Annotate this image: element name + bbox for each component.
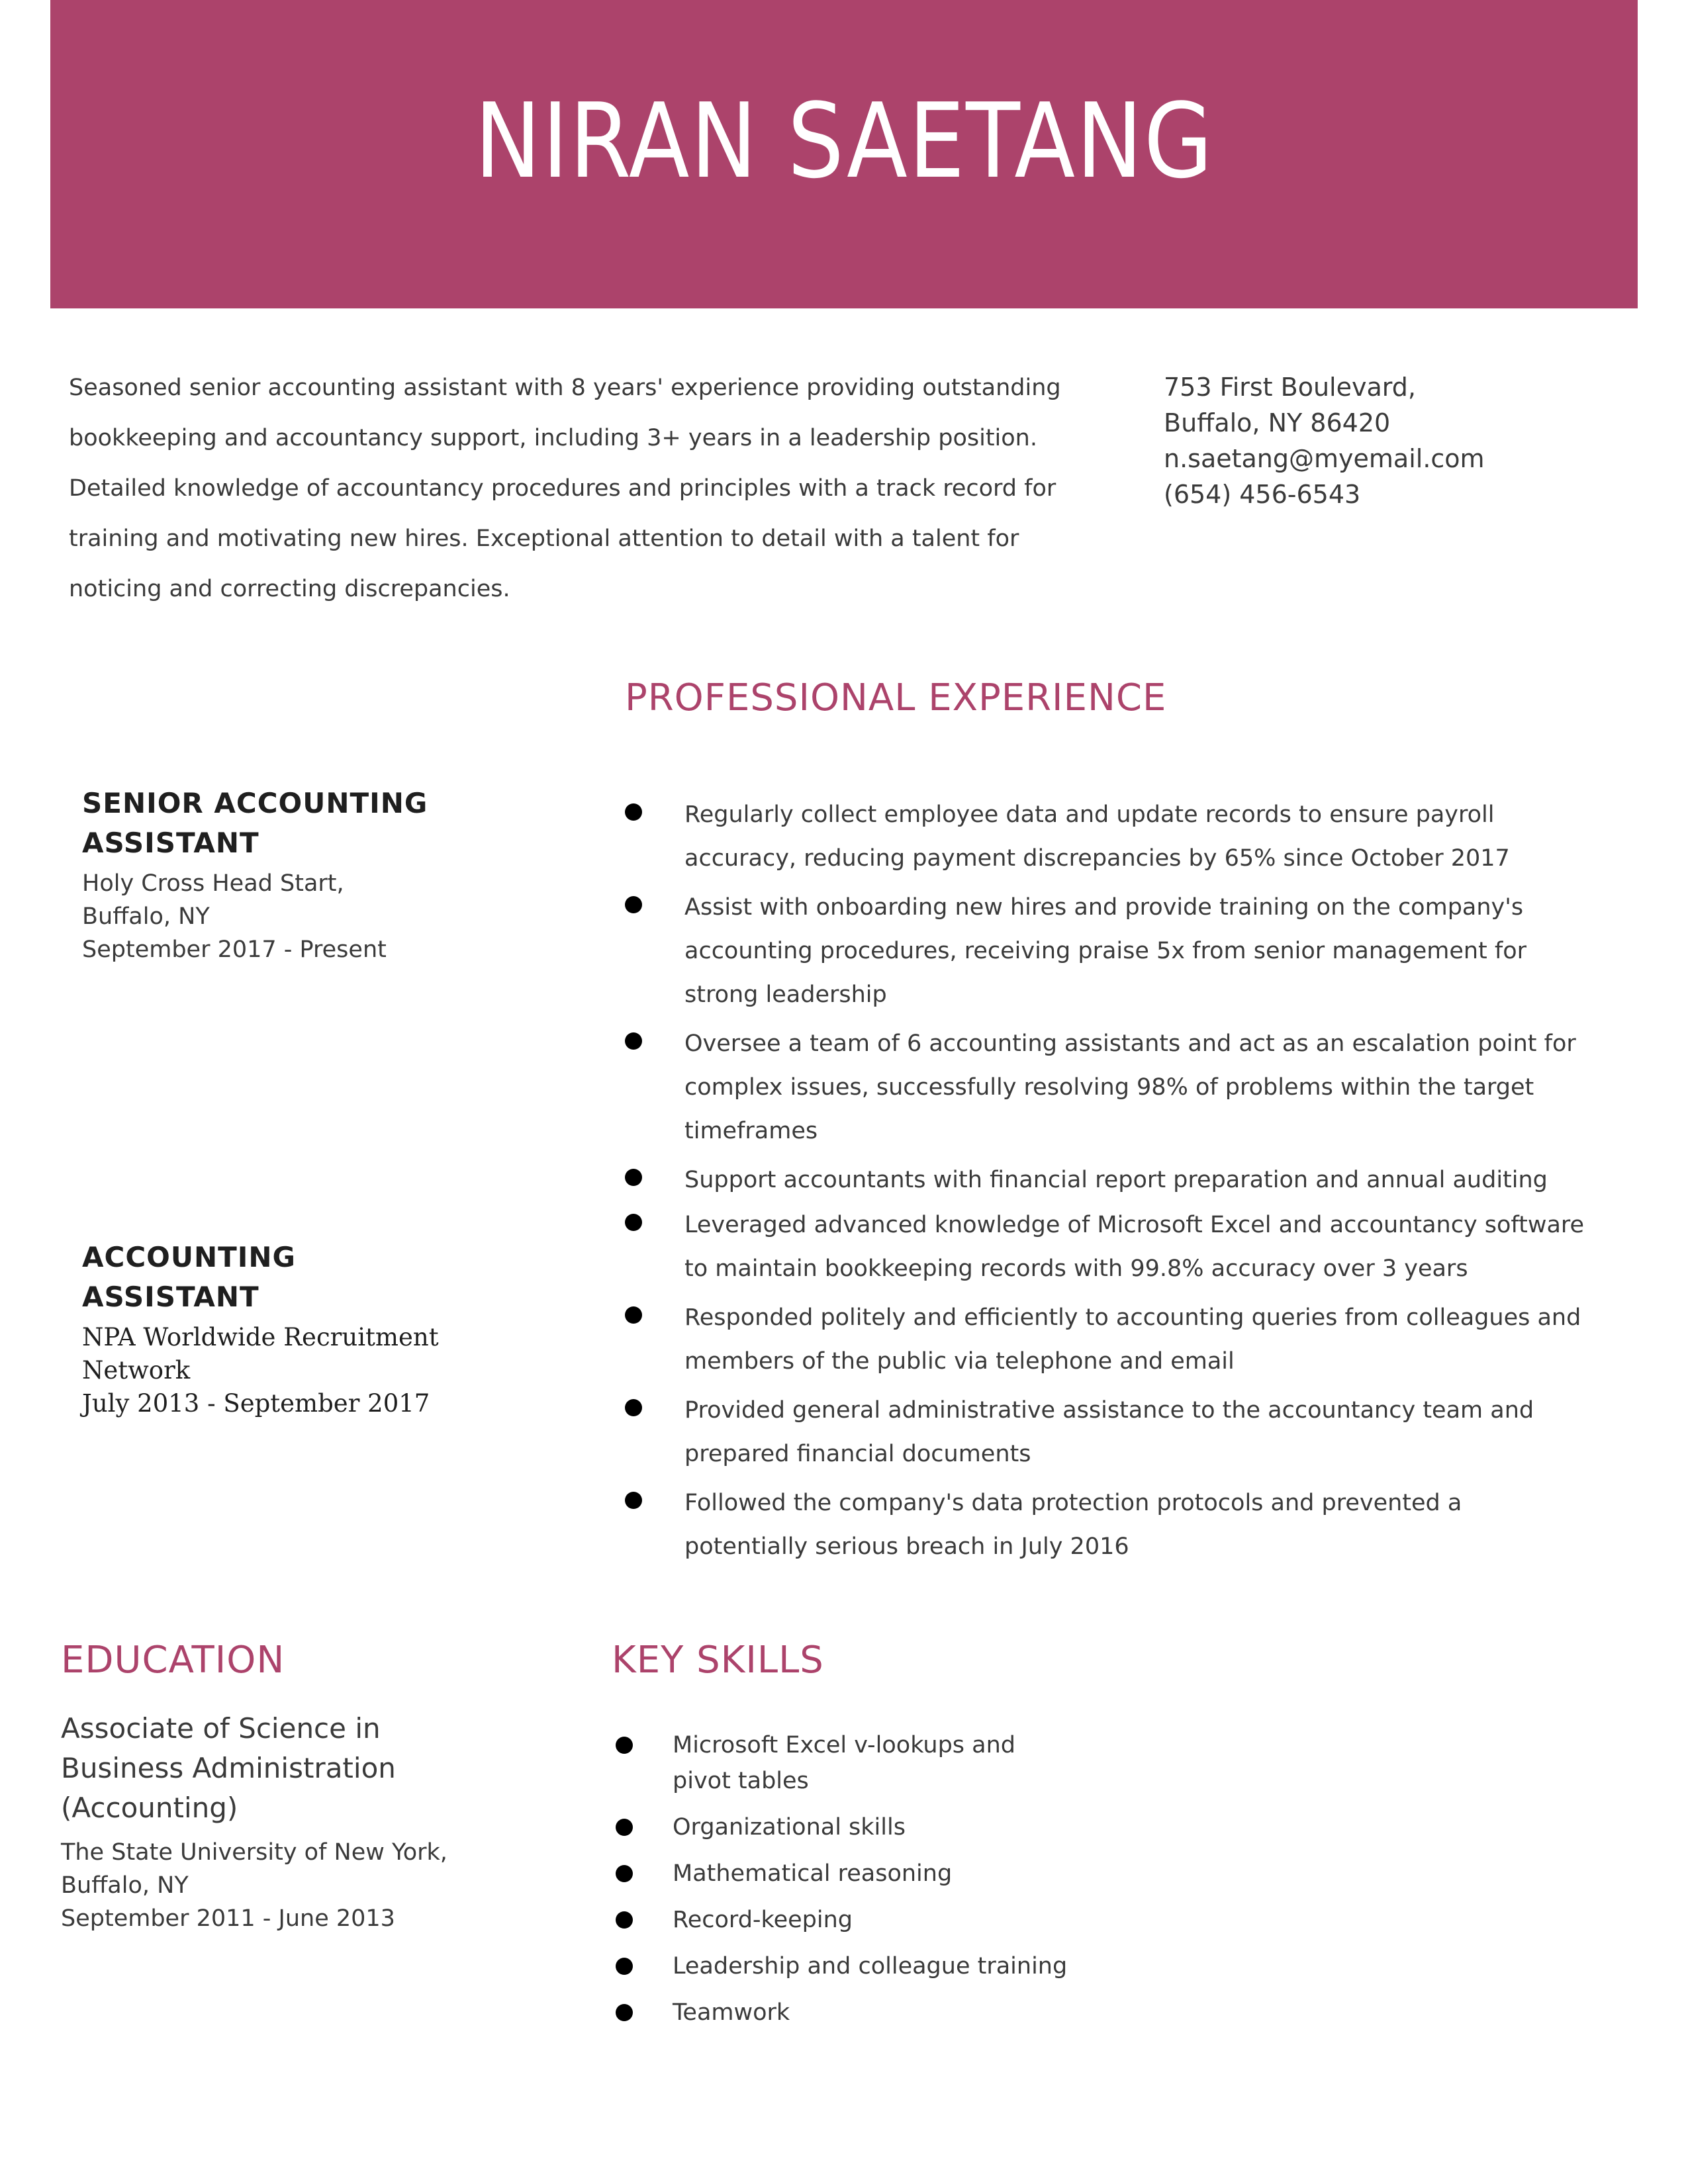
education-location: Buffalo, NY — [61, 1872, 189, 1899]
job-1-title: SENIOR ACCOUNTING ASSISTANT — [82, 787, 428, 859]
list-item: Mathematical reasoning — [613, 1856, 1076, 1891]
job-2-title: ACCOUNTING ASSISTANT — [82, 1241, 297, 1313]
contact-info — [1164, 369, 1587, 512]
education-school: The State University of New York, — [61, 1839, 447, 1866]
list-item: Provided general administrative assistance to the accountancy team and prepared financial documents — [622, 1388, 1589, 1476]
job-1-location: Buffalo, NY — [82, 903, 210, 930]
education-heading: EDUCATION — [61, 1639, 285, 1682]
candidate-name: NIRAN SAETANG — [474, 81, 1214, 201]
education-entry — [61, 1709, 511, 1935]
address-line-1: 753 First Boulevard, — [1164, 373, 1416, 402]
list-item: Organizational skills — [613, 1809, 1076, 1845]
job-1-company: Holy Cross Head Start, — [82, 870, 344, 897]
email: n.saetang@myemail.com — [1164, 444, 1485, 473]
list-item: Support accountants with financial report preparation and annual auditing — [622, 1158, 1589, 1202]
list-item: Responded politely and efficiently to accounting queries from colleagues and members of the public via telephone and email — [622, 1296, 1589, 1383]
skills-list — [613, 1727, 1076, 2041]
header-banner — [50, 0, 1638, 308]
job-1-meta — [82, 784, 453, 966]
job-2-company: NPA Worldwide Recruitment Network — [82, 1323, 439, 1385]
education-dates: September 2011 - June 2013 — [61, 1905, 395, 1932]
list-item: Leveraged advanced knowledge of Microsoft Excel and accountancy software to maintain bookkeeping records with 99.8% accuracy over 3 years — [622, 1203, 1589, 1291]
job-1-dates: September 2017 - Present — [82, 936, 387, 963]
list-item: Microsoft Excel v-lookups and pivot tables — [613, 1727, 1076, 1799]
professional-summary: Seasoned senior accounting assistant with 8 years' experience providing outstanding bookkeeping and accountancy support, including 3+ years in a leadership position. Detailed knowledge of accountancy procedures and principles with a track record for training and motivating new hires. Exceptional attention to detail with a talent for noticing and correcting discrepancies. — [69, 375, 1061, 602]
list-item: Assist with onboarding new hires and provide training on the company's accounting procedures, receiving praise 5x from senior management for strong leadership — [622, 886, 1589, 1017]
skills-heading: KEY SKILLS — [612, 1639, 824, 1682]
experience-heading: PROFESSIONAL EXPERIENCE — [625, 676, 1167, 719]
list-item: Followed the company's data protection protocols and prevented a potentially serious breach in July 2016 — [622, 1481, 1589, 1569]
job-2-dates: July 2013 - September 2017 — [82, 1389, 430, 1418]
job-1-bullets — [622, 793, 1589, 1207]
list-item: Oversee a team of 6 accounting assistants and act as an escalation point for complex issues, successfully resolving 98% of problems within the target timeframes — [622, 1022, 1589, 1153]
list-item: Regularly collect employee data and update records to ensure payroll accuracy, reducing payment discrepancies by 65% since October 2017 — [622, 793, 1589, 880]
list-item: Record-keeping — [613, 1902, 1076, 1938]
list-item: Teamwork — [613, 1995, 1076, 2030]
education-degree: Associate of Science in Business Administration (Accounting) — [61, 1712, 396, 1824]
list-item: Leadership and colleague training — [613, 1948, 1076, 1984]
phone: (654) 456-6543 — [1164, 480, 1361, 509]
job-2-meta — [82, 1238, 453, 1420]
address-line-2: Buffalo, NY 86420 — [1164, 408, 1391, 437]
job-2-bullets — [622, 1203, 1589, 1574]
